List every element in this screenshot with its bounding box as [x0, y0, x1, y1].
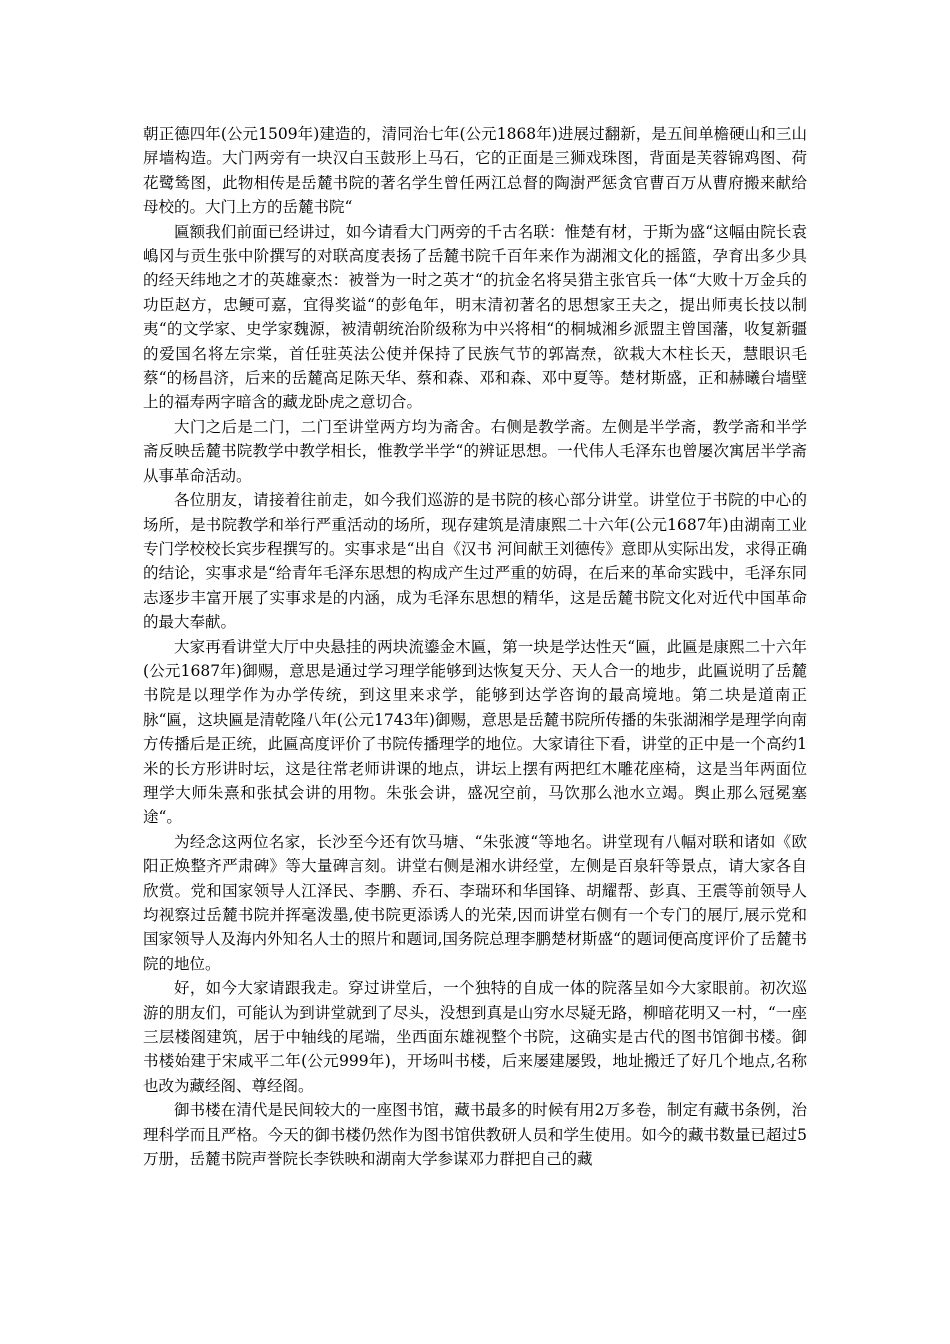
paragraph-lecture-hall: 各位朋友，请接着往前走，如今我们巡游的是书院的核心部分讲堂。讲堂位于书院的中心的场所，是书院教学和举行严重活动的场所，现存建筑是清康熙二十六年(公元1687年)由湖南工业专门学校校长宾步程撰写的。实事求是“出自《汉书 河间献王刘德传》意即从实际出发，求得正确的结论，实事求是“给青年毛泽东思想的构成产生过严重的妨碍，在后来的革命实践中，毛泽东同志逐步丰富开展了实事求是的内涵，成为毛泽东思想的精华，这是岳麓书院文化对近代中国革命的最大奉献。 [143, 491, 807, 632]
paragraph-second-gate: 大门之后是二门，二门至讲堂两方均为斋舍。右侧是教学斋。左侧是半学斋，教学斋和半学斋反映岳麓书院教学中教学相长，惟教学半学“的辨证思想。一代伟人毛泽东也曾屡次寓居半学斋从事革命活动。 [143, 417, 807, 485]
paragraph-memorial: 为经念这两位名家，长沙至今还有饮马塘、“朱张渡“等地名。讲堂现有八幅对联和诸如《欧阳正焕整齐严肃碑》等大量碑言刻。讲堂右侧是湘水讲经堂，左侧是百泉轩等景点，请大家各自欣赏。党和国家领导人江泽民、李鹏、乔石、李瑞环和华国锋、胡耀帮、彭真、王震等前领导人均视察过岳麓书院并挥毫泼墨,使书院更添诱人的光荣,因而讲堂右侧有一个专门的展厅,展示党和国家领导人及海内外知名人士的照片和题词,国务院总理李鹏楚材斯盛“的题词便高度评价了岳麓书院的地位。 [143, 832, 807, 973]
paragraph-couplet: 匾额我们前面已经讲过，如今请看大门两旁的千古名联：惟楚有材，于斯为盛“这幅由院长袁嶋冈与贡生张中阶撰写的对联高度表扬了岳麓书院千百年来作为湖湘文化的摇篮，孕育出多少具的经天纬地之才的英雄豪杰：被誉为一时之英才“的抗金名将吴猎主张官兵一体“大败十万金兵的功臣赵方，忠鲠可嘉，宜得奖谥“的彭龟年，明末清初著名的思想家王夫之，提出师夷长技以制夷“的文学家、史学家魏源，被清朝统治阶级称为中兴将相“的桐城湘乡派盟主曾国藩，收复新疆的爱国名将左宗棠，首任驻英法公使并保持了民族气节的郭嵩焘，欲栽大木柱长天，慧眼识毛蔡“的杨昌济，后来的岳麓高足陈天华、蔡和森、邓和森、邓中夏等。楚材斯盛，正和赫曦台墙壁上的福寿两字暗含的藏龙卧虎之意切合。 [143, 222, 807, 412]
paragraph-plaques: 大家再看讲堂大厅中央悬挂的两块流鎏金木匾，第一块是学达性天“匾，此匾是康熙二十六年(公元1687年)御赐，意思是通过学习理学能够到达恢复天分、天人合一的地步，此匾说明了岳麓书院是以理学作为办学传统，到这里来求学，能够到达学咨询的最高境地。第二块是道南正脉“匾，这块匾是清乾隆八年(公元1743年)御赐，意思是岳麓书院所传播的朱张湖湘学是理学向南方传播后是正统，此匾高度评价了书院传播理学的地位。大家请往下看，讲堂的正中是一个高约1米的长方形讲时坛，这是往常老师讲课的地点，讲坛上摆有两把红木雕花座椅，这是当年两面位理学大师朱熹和张拭会讲的用物。朱张会讲，盛况空前，马饮那么池水立竭。舆止那么冠冕塞途“。 [143, 637, 807, 827]
paragraph-main-gate: 朝正德四年(公元1509年)建造的，清同治七年(公元1868年)进展过翻新，是五间单檐硬山和三山屏墙构造。大门两旁有一块汉白玉鼓形上马石，它的正面是三狮戏珠图，背面是芙蓉锦鸡图、荷花鹭鸶图，此物相传是岳麓书院的著名学生曾任两江总督的陶澍严惩贪官曹百万从曹府搬来献给母校的。大门上方的岳麓书院“ [143, 125, 807, 217]
paragraph-library-intro: 好，如今大家请跟我走。穿过讲堂后，一个独特的自成一体的院落呈如今大家眼前。初次巡游的朋友们，可能认为到讲堂就到了尽头，没想到真是山穷水尽疑无路，柳暗花明又一村，“一座三层楼阁建筑，居于中轴线的尾端，坐西面东雄视整个书院，这确实是古代的图书馆御书楼。御书楼始建于宋咸平二年(公元999年)，开场叫书楼，后来屡建屡毁，地址搬迁了好几个地点,名称也改为藏经阁、尊经阁。 [143, 979, 807, 1095]
document-body [143, 122, 807, 1171]
paragraph-library-collection: 御书楼在清代是民间较大的一座图书馆，藏书最多的时候有用2万多卷，制定有藏书条例，治理科学而且严格。今天的御书楼仍然作为图书馆供教研人员和学生使用。如今的藏书数量已超过5万册，岳麓书院声誉院长李铁映和湖南大学参谋邓力群把自己的藏 [143, 1101, 807, 1169]
